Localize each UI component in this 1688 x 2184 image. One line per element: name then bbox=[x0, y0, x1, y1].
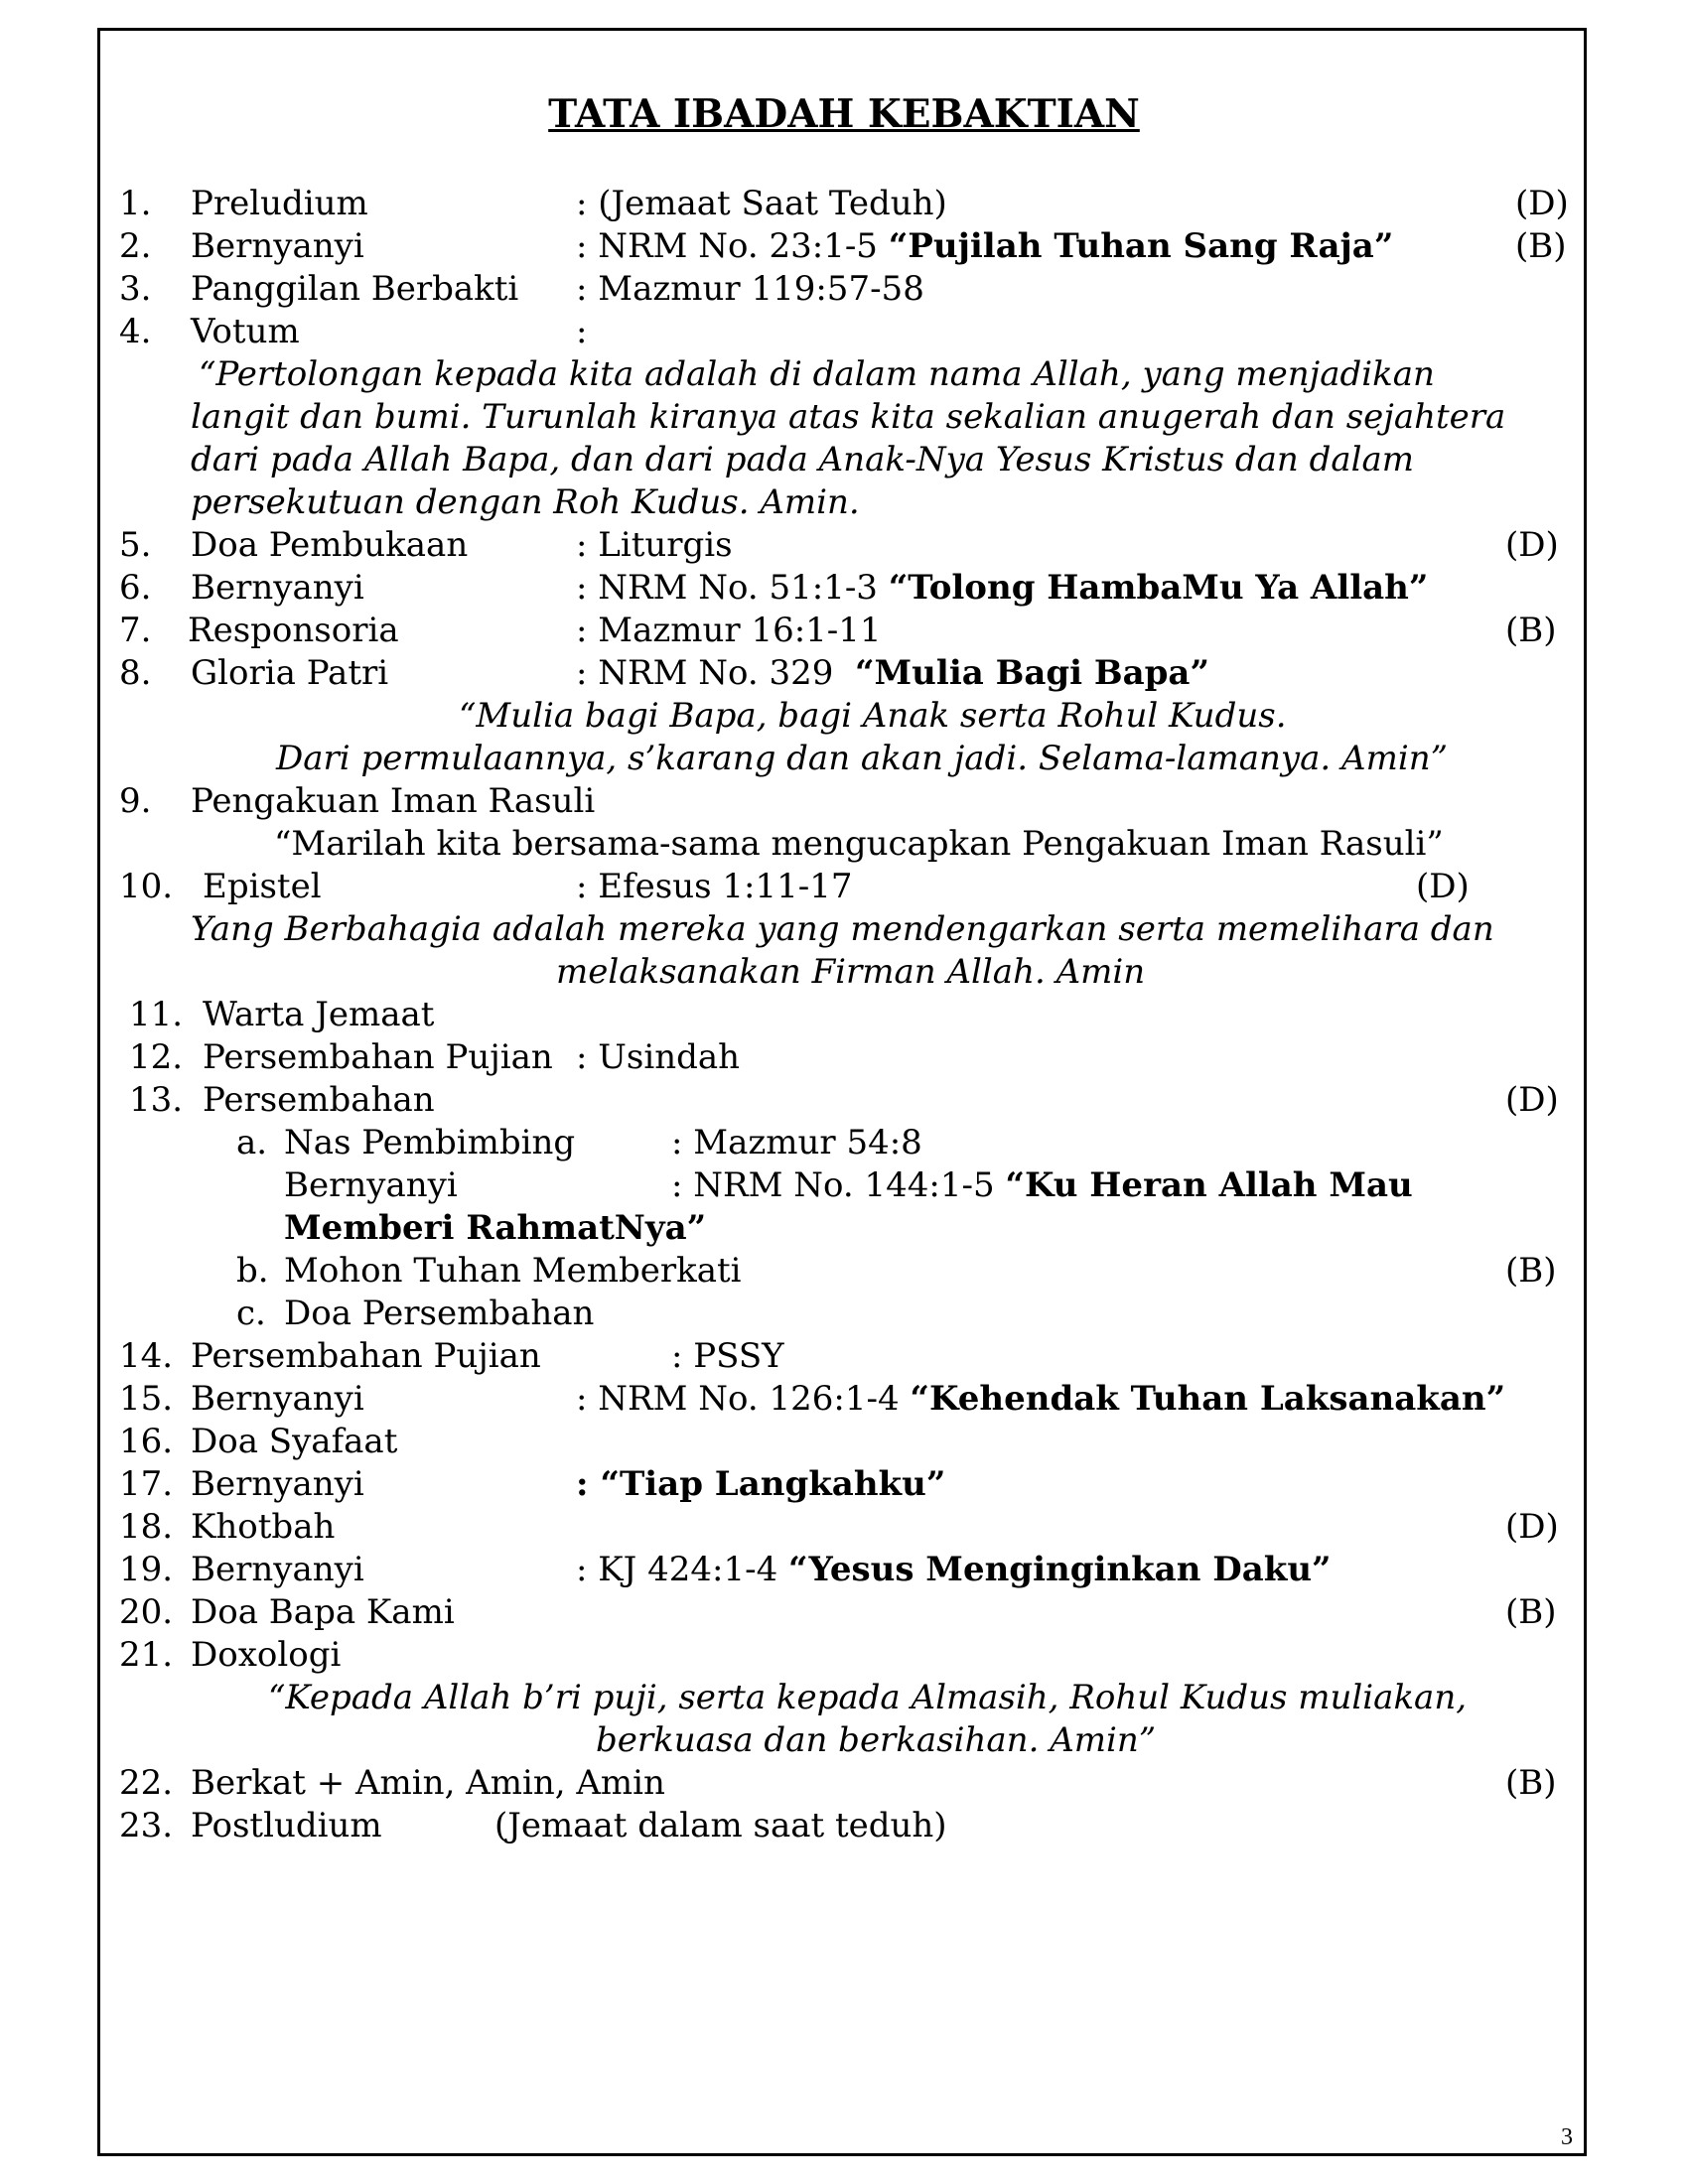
list-item bbox=[0, 524, 1688, 567]
sub-item: a. Nas Pembimbing : Mazmur 54:8 bbox=[236, 1123, 922, 1162]
item-detail: : Liturgis bbox=[576, 525, 733, 565]
list-item bbox=[0, 1634, 1688, 1677]
item-label: Bernyanyi bbox=[191, 1379, 364, 1419]
song-title: “Kehendak Tuhan Laksanakan” bbox=[910, 1379, 1506, 1419]
item-mark: (B) bbox=[1505, 1763, 1557, 1803]
item-detail: : (Jemaat Saat Teduh) bbox=[576, 184, 947, 223]
item-mark: (B) bbox=[1505, 611, 1557, 650]
item-label: Khotbah bbox=[191, 1507, 336, 1547]
epistel-text-line: Yang Berbahagia adalah mereka yang mendengarkan serta memelihara dan bbox=[191, 909, 1494, 949]
item-detail: : NRM No. 329 bbox=[576, 653, 855, 693]
item-label: Bernyanyi bbox=[191, 226, 364, 266]
song-title: “Tolong HambaMu Ya Allah” bbox=[888, 568, 1429, 608]
list-item bbox=[0, 1506, 1688, 1549]
list-item bbox=[0, 1549, 1688, 1591]
sub-item: b. Mohon Tuhan Memberkati (B) bbox=[236, 1251, 1557, 1291]
votum-text-line: langit dan bumi. Turunlah kiranya atas kita sekalian anugerah dan sejahtera bbox=[191, 397, 1506, 437]
item-label: Epistel bbox=[203, 867, 322, 906]
item-detail: : Mazmur 16:1-11 bbox=[576, 611, 882, 650]
item-mark: (D) bbox=[1505, 1080, 1559, 1120]
list-item bbox=[0, 866, 1688, 908]
item-label: Doa Bapa Kami bbox=[191, 1592, 455, 1632]
item-mark: (D) bbox=[1505, 525, 1559, 565]
votum-text-line: dari pada Allah Bapa, dan dari pada Anak-Nya Yesus Kristus dan dalam bbox=[191, 440, 1415, 479]
gloria-text-line: “Mulia bagi Bapa, bagi Anak serta Rohul Kudus. bbox=[459, 696, 1287, 736]
list-item bbox=[0, 225, 1688, 268]
item-label: Berkat + Amin, Amin, Amin bbox=[191, 1763, 665, 1803]
list-item bbox=[0, 311, 1688, 353]
list-item bbox=[0, 994, 1688, 1036]
song-title: “Yesus Menginginkan Daku” bbox=[788, 1550, 1332, 1589]
list-item bbox=[0, 1421, 1688, 1463]
item-label: Responsoria bbox=[188, 611, 399, 650]
item-detail: : PSSY bbox=[671, 1336, 784, 1376]
sub-item bbox=[0, 1207, 1688, 1250]
item-label: Persembahan bbox=[203, 1080, 435, 1120]
doxologi-text-line: berkuasa dan berkasihan. Amin” bbox=[596, 1720, 1157, 1760]
page-title: TATA IBADAH KEBAKTIAN bbox=[548, 91, 1140, 137]
item-label: Doa Syafaat bbox=[191, 1422, 398, 1461]
epistel-text-line: melaksanakan Firman Allah. Amin bbox=[556, 952, 1146, 992]
item-number: 17. bbox=[119, 1464, 174, 1504]
item-mark: (D) bbox=[1505, 1507, 1559, 1547]
list-item bbox=[0, 780, 1688, 823]
item-label: Votum bbox=[191, 312, 300, 351]
item-detail: : bbox=[576, 1464, 601, 1504]
list-item bbox=[0, 1591, 1688, 1634]
item-number: 6. bbox=[119, 568, 152, 608]
item-number: 4. bbox=[119, 312, 152, 351]
item-number: 12. bbox=[129, 1037, 184, 1077]
item-label: Doa Pembukaan bbox=[191, 525, 469, 565]
votum-text-line: persekutuan dengan Roh Kudus. Amin. bbox=[191, 482, 860, 522]
song-title: “Pujilah Tuhan Sang Raja” bbox=[888, 226, 1394, 266]
item-label: Bernyanyi bbox=[191, 568, 364, 608]
item-number: 1. bbox=[119, 184, 152, 223]
list-item bbox=[0, 1378, 1688, 1421]
sub-item: c. Doa Persembahan bbox=[236, 1294, 595, 1333]
song-title: Memberi RahmatNya” bbox=[284, 1208, 707, 1248]
item-detail: : Usindah bbox=[576, 1037, 741, 1077]
item-number: 19. bbox=[119, 1550, 174, 1589]
item-number: 2. bbox=[119, 226, 152, 266]
item-number: 20. bbox=[119, 1592, 174, 1632]
item-label: Persembahan Pujian bbox=[203, 1037, 553, 1077]
item-label: Persembahan Pujian bbox=[191, 1336, 541, 1376]
item-number: 8. bbox=[119, 653, 152, 693]
song-title: “Ku Heran Allah Mau bbox=[1005, 1165, 1413, 1205]
doxologi-text-line: “Kepada Allah b’ri puji, serta kepada Almasih, Rohul Kudus muliakan, bbox=[268, 1678, 1468, 1717]
item-label: Bernyanyi bbox=[191, 1464, 364, 1504]
item-detail: : KJ 424:1-4 bbox=[576, 1550, 789, 1589]
item-detail: : bbox=[576, 312, 588, 351]
item-detail: : NRM No. 23:1-5 bbox=[576, 226, 889, 266]
item-label: Panggilan Berbakti bbox=[191, 269, 519, 309]
song-title: “Tiap Langkahku” bbox=[600, 1464, 946, 1504]
item-number: 23. bbox=[119, 1806, 174, 1845]
item-detail: : Efesus 1:11-17 bbox=[576, 867, 853, 906]
item-label: Bernyanyi bbox=[191, 1550, 364, 1589]
item-label: Gloria Patri bbox=[191, 653, 389, 693]
item-detail: (Jemaat dalam saat teduh) bbox=[494, 1806, 947, 1845]
item-number: 9. bbox=[119, 781, 152, 821]
item-mark: (B) bbox=[1515, 226, 1567, 266]
iman-text-line: “Marilah kita bersama-sama mengucapkan Pengakuan Iman Rasuli” bbox=[274, 824, 1444, 864]
item-number: 15. bbox=[119, 1379, 174, 1419]
list-item bbox=[0, 567, 1688, 610]
list-item bbox=[0, 1036, 1688, 1079]
list-item bbox=[0, 183, 1688, 225]
list-item bbox=[0, 1805, 1688, 1847]
list-item bbox=[0, 268, 1688, 311]
item-detail: : NRM No. 51:1-3 bbox=[576, 568, 889, 608]
item-number: 22. bbox=[119, 1763, 174, 1803]
sub-item: Bernyanyi : NRM No. 144:1-5 “Ku Heran Allah Mau bbox=[284, 1165, 1413, 1205]
item-number: 7. bbox=[119, 611, 152, 650]
list-item bbox=[0, 652, 1688, 695]
item-label: Warta Jemaat bbox=[203, 995, 435, 1034]
item-number: 3. bbox=[119, 269, 152, 309]
page-number: 3 bbox=[1561, 2124, 1573, 2150]
item-number: 10. bbox=[119, 867, 174, 906]
list-item bbox=[0, 1463, 1688, 1506]
item-label: Preludium bbox=[191, 184, 368, 223]
list-item bbox=[0, 610, 1688, 652]
item-detail: : Mazmur 119:57-58 bbox=[576, 269, 924, 309]
item-mark: (B) bbox=[1505, 1592, 1557, 1632]
item-label: Doxologi bbox=[191, 1635, 342, 1675]
list-item bbox=[0, 1335, 1688, 1378]
gloria-text-line: Dari permulaannya, s’karang dan akan jadi. Selama-lamanya. Amin” bbox=[276, 739, 1448, 778]
item-label: Pengakuan Iman Rasuli bbox=[191, 781, 596, 821]
item-number: 11. bbox=[129, 995, 184, 1034]
list-item bbox=[0, 1079, 1688, 1122]
item-mark: (D) bbox=[1416, 867, 1470, 906]
votum-text-line: “Pertolongan kepada kita adalah di dalam nama Allah, yang menjadikan bbox=[199, 354, 1435, 394]
item-mark: (D) bbox=[1515, 184, 1569, 223]
song-title: “Mulia Bagi Bapa” bbox=[854, 653, 1210, 693]
item-number: 16. bbox=[119, 1422, 174, 1461]
item-label: Postludium bbox=[191, 1806, 382, 1845]
item-number: 18. bbox=[119, 1507, 174, 1547]
item-number: 5. bbox=[119, 525, 152, 565]
item-number: 13. bbox=[129, 1080, 184, 1120]
item-number: 21. bbox=[119, 1635, 174, 1675]
item-number: 14. bbox=[119, 1336, 174, 1376]
list-item bbox=[0, 1762, 1688, 1805]
item-detail: : NRM No. 126:1-4 bbox=[576, 1379, 911, 1419]
